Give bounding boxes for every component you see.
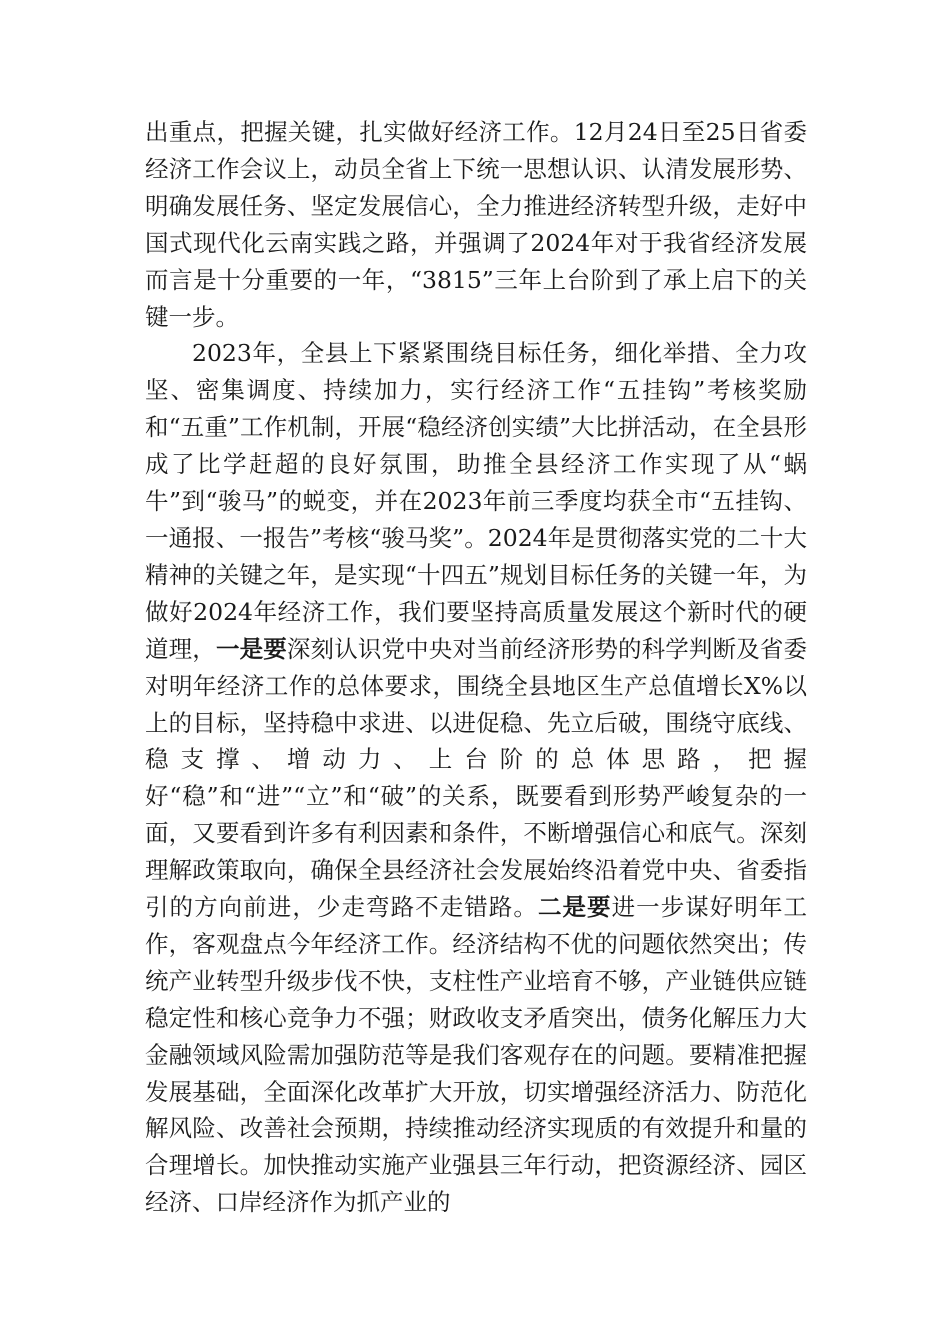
paragraph-2-text-3: 进一步谋好明年工作，客观盘点今年经济工作。经济结构不优的问题依然突出；传统产业转型升级步伐不快，支柱性产业培育不够，产业链供应链稳定性和核心竞争力不强；财政收支矛盾突出，债务化解压力大金融领域风险需加强防范等是我们客观存在的问题。要精准把握发展基础，全面深化改革扩大开放，切实增强经济活力、防范化解风险、改善社会预期，持续推动经济实现质的有效提升和量的合理增长。加快推动实施产业强县三年行动，把资源经济、园区经济、口岸经济作为抓产业的 [145,893,808,1217]
point-two-lead: 二是要 [537,893,612,922]
document-page [145,114,807,1221]
paragraph-2 [145,335,807,1221]
paragraph-2-text-2: 深刻认识党中央对当前经济形势的科学判断及省委对明年经济工作的总体要求，围绕全县地区生产总值增长X%以上的目标，坚持稳中求进、以进促稳、先立后破，围绕守底线、稳支撑、增动力、上台阶的总体思路，把握好“稳”和“进”“立”和“破”的关系，既要看到形势严峻复杂的一面，又要看到许多有利因素和条件，不断增强信心和底气。深刻理解政策取向，确保全县经济社会发展始终沿着党中央、省委指引的方向前进，少走弯路不走错路。 [145,634,808,922]
paragraph-2-text-1: 2023年，全县上下紧紧围绕目标任务，细化举措、全力攻坚、密集调度、持续加力，实行经济工作“五挂钩”考核奖励和“五重”工作机制，开展“稳经济创实绩”大比拼活动，在全县形成了比学赶超的良好氛围，助推全县经济工作实现了从“蜗牛”到“骏马”的蜕变，并在2023年前三季度均获全市“五挂钩、一通报、一报告”考核“骏马奖”。2024年是贯彻落实党的二十大精神的关键之年，是实现“十四五”规划目标任务的关键一年，为做好2024年经济工作，我们要坚持高质量发展这个新时代的硬道理， [145,339,807,663]
paragraph-1: 出重点，把握关键，扎实做好经济工作。12月24日至25日省委经济工作会议上，动员全省上下统一思想认识、认清发展形势、明确发展任务、坚定发展信心，全力推进经济转型升级，走好中国式现代化云南实践之路，并强调了2024年对于我省经济发展而言是十分重要的一年，“3815”三年上台阶到了承上启下的关键一步。 [145,118,807,331]
point-one-lead: 一是要 [215,634,287,663]
